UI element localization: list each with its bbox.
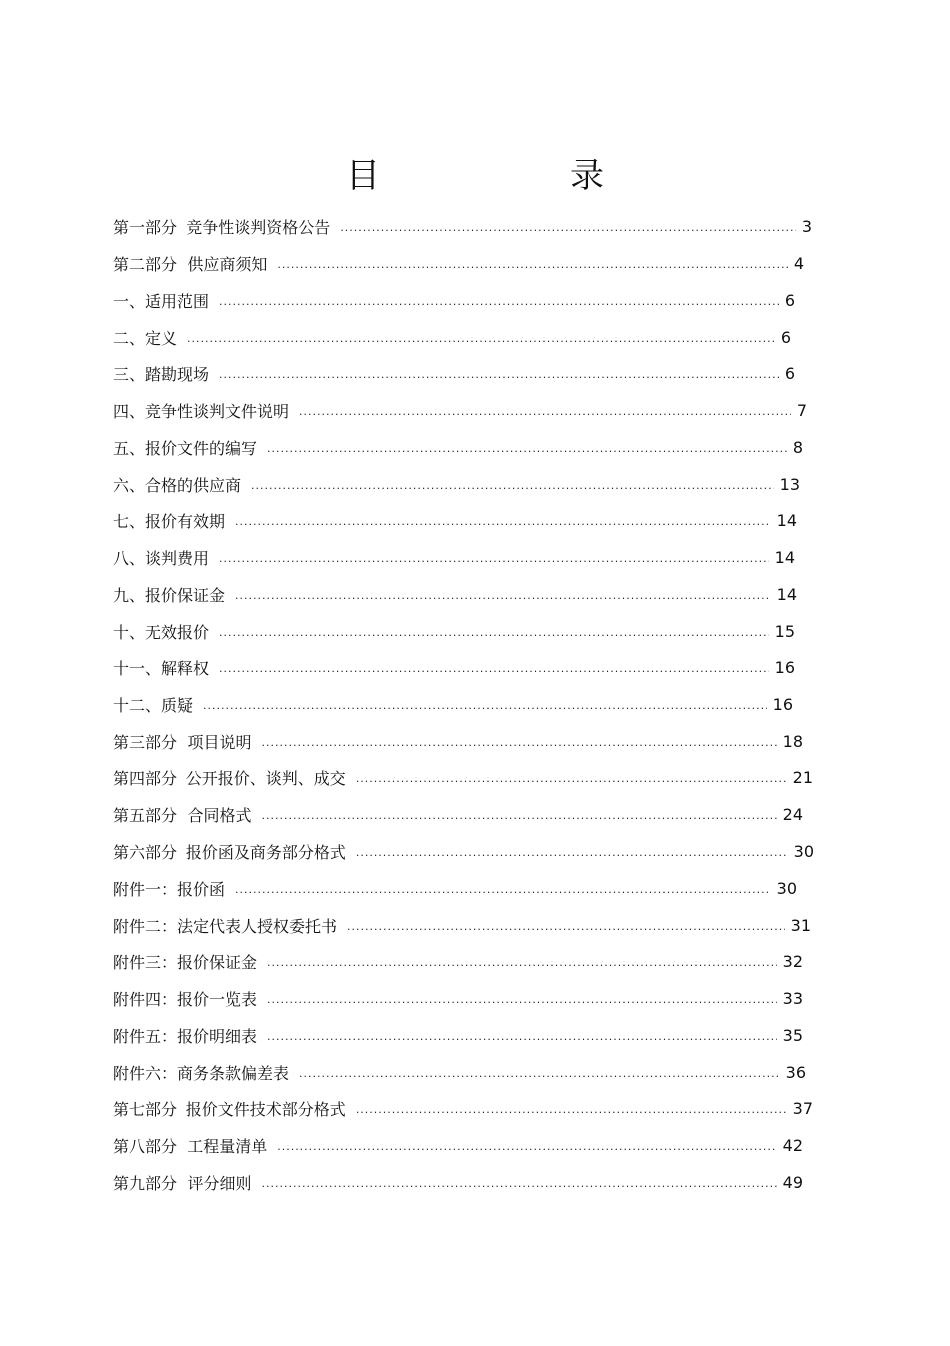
- toc-entry-part: 第九部分: [113, 1173, 178, 1193]
- toc-entry[interactable]: [113, 765, 813, 789]
- toc-entry-text: 竞争性谈判资格公告: [186, 217, 331, 237]
- toc-entry[interactable]: [113, 1133, 803, 1157]
- toc-entry-page: 16: [772, 694, 793, 714]
- toc-entry-text: 报价文件技术部分格式: [185, 1099, 346, 1119]
- toc-entry[interactable]: [113, 1096, 813, 1120]
- toc-entry-page: 33: [782, 988, 803, 1008]
- toc-entry[interactable]: [113, 288, 795, 312]
- toc-entry-part: 第四部分: [113, 768, 178, 788]
- toc-leader-dots: [262, 1168, 777, 1196]
- toc-entry[interactable]: [113, 876, 797, 900]
- toc-leader-dots: [219, 286, 779, 314]
- toc-entry[interactable]: [113, 361, 795, 385]
- toc-entry-part: 第一部分: [113, 217, 178, 237]
- toc-leader-dots: [347, 911, 785, 939]
- toc-leader-dots: [235, 506, 771, 534]
- toc-entry[interactable]: [113, 214, 812, 238]
- toc-entry-page: 42: [782, 1135, 803, 1155]
- toc-entry[interactable]: [113, 802, 803, 826]
- toc-entry-page: 32: [782, 951, 803, 971]
- toc-entry[interactable]: [113, 1060, 806, 1084]
- toc-leader-dots: [219, 543, 769, 571]
- toc-leader-dots: [187, 323, 775, 351]
- toc-entry-part: 第三部分: [113, 732, 178, 752]
- toc-entry-page: 24: [782, 804, 803, 824]
- toc-entry-page: 16: [774, 657, 795, 677]
- toc-entry-page: 6: [780, 327, 791, 347]
- toc-entry-part: 第五部分: [113, 805, 178, 825]
- toc-entry-page: 13: [779, 474, 800, 494]
- toc-leader-dots: [299, 1058, 780, 1086]
- toc-entry-text: 工程量清单: [187, 1136, 268, 1156]
- toc-entry-text: 二、定义: [113, 328, 178, 348]
- toc-entry-part: 第六部分: [113, 842, 178, 862]
- toc-entry[interactable]: [113, 839, 814, 863]
- toc-entry[interactable]: [113, 435, 803, 459]
- toc-entry-text: 报价函及商务部分格式: [185, 842, 346, 862]
- toc-entry-page: 30: [793, 841, 814, 861]
- toc-entry-page: 30: [776, 878, 797, 898]
- toc-entry[interactable]: [113, 398, 807, 422]
- toc-entry[interactable]: [113, 325, 791, 349]
- toc-entry-text: 三、踏勘现场: [113, 364, 210, 384]
- toc-leader-dots: [340, 212, 796, 240]
- toc-entry-text: 四、竞争性谈判文件说明: [113, 401, 290, 421]
- toc-entry-text: 七、报价有效期: [113, 511, 226, 531]
- toc-leader-dots: [277, 1131, 776, 1159]
- toc-leader-dots: [262, 800, 777, 828]
- toc-leader-dots: [219, 617, 769, 645]
- toc-entry-text: 合同格式: [187, 805, 252, 825]
- toc-entry-page: 8: [792, 437, 803, 457]
- toc-leader-dots: [267, 984, 777, 1012]
- toc-leader-dots: [267, 1021, 777, 1049]
- toc-entry-page: 7: [796, 400, 807, 420]
- toc-entry-text: 五、报价文件的编写: [113, 438, 258, 458]
- toc-entry[interactable]: [113, 508, 797, 532]
- toc-entry[interactable]: [113, 472, 800, 496]
- toc-entry[interactable]: [113, 582, 797, 606]
- toc-entry-page: 35: [782, 1025, 803, 1045]
- toc-entry-page: 37: [792, 1098, 813, 1118]
- toc-entry-text: 附件五：报价明细表: [113, 1026, 258, 1046]
- toc-entry-text: 供应商须知: [187, 254, 268, 274]
- toc-entry-text: 九、报价保证金: [113, 585, 226, 605]
- toc-leader-dots: [251, 470, 774, 498]
- toc-entry-part: 第七部分: [113, 1099, 178, 1119]
- toc-entry-text: 附件二：法定代表人授权委托书: [113, 916, 338, 936]
- toc-entry-text: 附件三：报价保证金: [113, 952, 258, 972]
- toc-entry[interactable]: [113, 251, 804, 275]
- toc-entry-page: 14: [774, 547, 795, 567]
- toc-entry-page: 49: [782, 1172, 803, 1192]
- toc-entry-page: 18: [782, 731, 803, 751]
- toc-entry[interactable]: [113, 986, 803, 1010]
- toc-entry-page: 3: [801, 216, 812, 236]
- toc-leader-dots: [356, 763, 787, 791]
- toc-entry-page: 6: [784, 290, 795, 310]
- toc-entry-text: 八、谈判费用: [113, 548, 210, 568]
- toc-entry-text: 附件六：商务条款偏差表: [113, 1063, 290, 1083]
- toc-entry-text: 项目说明: [187, 732, 252, 752]
- toc-entry[interactable]: [113, 619, 795, 643]
- toc-entry-text: 十二、质疑: [113, 695, 194, 715]
- toc-title: 目 录: [346, 156, 682, 196]
- toc-entry-text: 公开报价、谈判、成交: [185, 768, 346, 788]
- toc-leader-dots: [267, 947, 777, 975]
- toc-entry[interactable]: [113, 729, 803, 753]
- toc-entry-text: 十一、解释权: [113, 658, 210, 678]
- toc-leader-dots: [219, 359, 779, 387]
- toc-entry-text: 六、合格的供应商: [113, 475, 242, 495]
- toc-leader-dots: [262, 727, 777, 755]
- toc-entry-part: 第二部分: [113, 254, 178, 274]
- toc-entry[interactable]: [113, 655, 795, 679]
- toc-leader-dots: [235, 874, 771, 902]
- toc-entry-page: 14: [776, 510, 797, 530]
- toc-entry-page: 6: [784, 363, 795, 383]
- toc-entry-page: 21: [792, 767, 813, 787]
- toc-leader-dots: [356, 837, 788, 865]
- toc-entry-page: 4: [793, 253, 804, 273]
- toc-entry-page: 15: [774, 621, 795, 641]
- toc-entry[interactable]: [113, 545, 795, 569]
- toc-leader-dots: [267, 433, 787, 461]
- toc-leader-dots: [356, 1094, 787, 1122]
- toc-leader-dots: [219, 653, 769, 681]
- toc-entry-text: 一、适用范围: [113, 291, 210, 311]
- toc-entry[interactable]: [113, 1023, 803, 1047]
- toc-entry-page: 14: [776, 584, 797, 604]
- toc-leader-dots: [299, 396, 791, 424]
- toc-entry[interactable]: [113, 913, 811, 937]
- toc-entry-page: 36: [785, 1062, 806, 1082]
- toc-leader-dots: [277, 249, 787, 277]
- toc-leader-dots: [235, 580, 771, 608]
- toc-entry-text: 评分细则: [187, 1173, 252, 1193]
- toc-entry-part: 第八部分: [113, 1136, 178, 1156]
- toc-entry-text: 附件一：报价函: [113, 879, 226, 899]
- toc-leader-dots: [203, 690, 767, 718]
- toc-entry-text: 附件四：报价一览表: [113, 989, 258, 1009]
- toc-entry[interactable]: [113, 692, 793, 716]
- toc-entry-page: 31: [790, 915, 811, 935]
- toc-entry-text: 十、无效报价: [113, 622, 210, 642]
- toc-entry[interactable]: [113, 1170, 803, 1194]
- toc-entry[interactable]: [113, 949, 803, 973]
